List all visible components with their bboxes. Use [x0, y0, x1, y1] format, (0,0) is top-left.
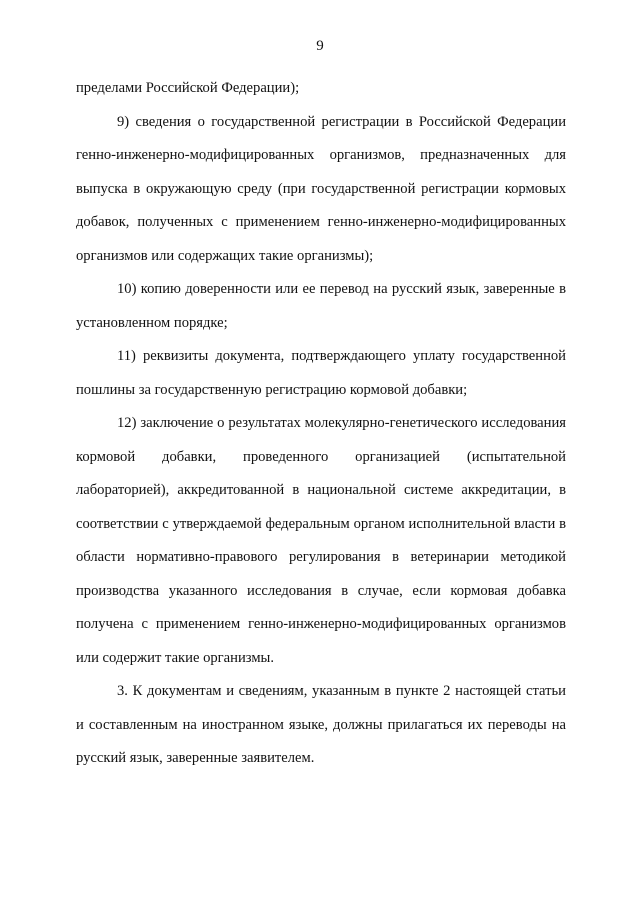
document-body	[76, 72, 566, 776]
paragraph-continuation: пределами Российской Федерации);	[76, 80, 300, 96]
paragraph-item-11: 11) реквизиты документа, подтверждающего уплату государственной пошлины за государственную регистрацию кормовой добавки;	[76, 348, 566, 398]
page-number: 9	[316, 38, 324, 54]
paragraph-section-3: 3. К документам и сведениям, указанным в пункте 2 настоящей статьи и составленным на иностранном языке, должны прилагаться их переводы на русский язык, заверенные заявителем.	[76, 683, 566, 766]
paragraph-item-12: 12) заключение о результатах молекулярно-генетического исследования кормовой добавки, проведенного организацией (испытательной лабораторией), аккредитованной в национальной системе аккредитации, в соответствии с утверждаемой федеральным органом исполнительной власти в области нормативно-правового регулирования в ветеринарии методикой производства указанного исследования в случае, если кормовая добавка получена с применением генно-инженерно-модифицированных организмов или содержит такие организмы.	[76, 415, 566, 666]
paragraph-item-10: 10) копию доверенности или ее перевод на русский язык, заверенные в установленном порядке;	[76, 281, 566, 331]
paragraph-item-9: 9) сведения о государственной регистрации в Российской Федерации генно-инженерно-модифицированных организмов, предназначенных для выпуска в окружающую среду (при государственной регистрации кормовых добавок, полученных с применением генно-инженерно-модифицированных организмов или содержащих такие организмы);	[76, 113, 566, 264]
